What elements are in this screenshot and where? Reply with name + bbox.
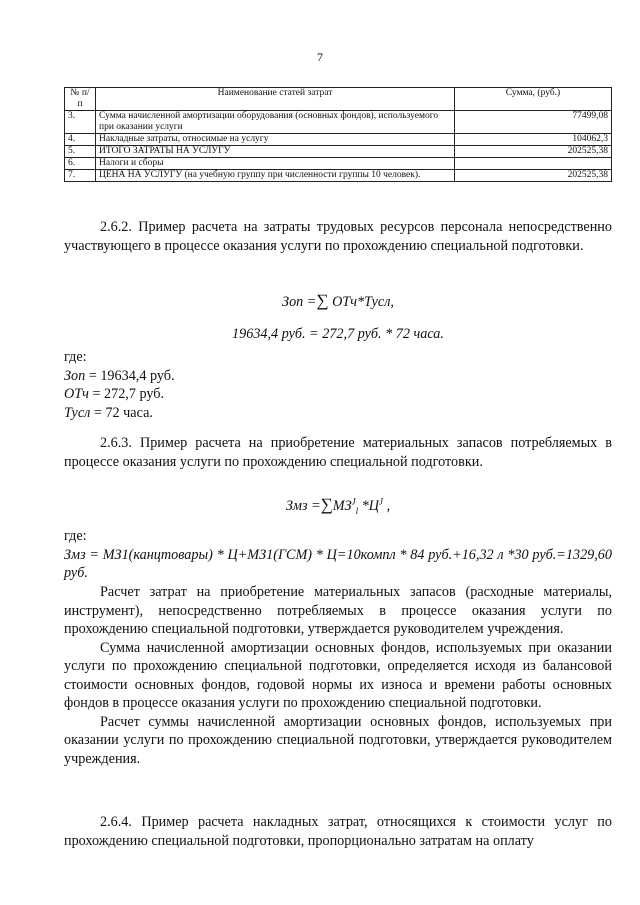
col-header-name: Наименование статей затрат: [96, 88, 455, 111]
row-name: Налоги и сборы: [96, 158, 455, 170]
table-row: [65, 146, 612, 158]
cost-table: [64, 87, 612, 182]
table-row: [65, 158, 612, 170]
paragraph: 2.6.2. Пример расчета на затраты трудовых ресурсов персонала непосредственно участвующего в процессе оказания услуги по прохождению специальной подготовки.: [64, 219, 612, 254]
where-label: где:: [64, 528, 87, 544]
formula-lhs: Змз =: [285, 498, 321, 514]
paragraph: Расчет затрат на приобретение материальных запасов (расходные материалы, инструмент), непосредственно потребляемых в процессе оказания услуги по прохождению специальной подготовки, утверждается руководителем учреждения.: [64, 584, 612, 637]
formula-lhs: Зоп =: [282, 294, 317, 310]
paragraph: Сумма начисленной амортизации основных фондов, используемых при оказании услуги по прохождению специальной подготовки, определяется исходя из балансовой стоимости основных фондов, годовой нормы их износа и времени работы основных фондов в процессе оказания услуги по прохождению специальной подготовки.: [64, 639, 612, 711]
row-sum: 104062,3: [455, 134, 612, 146]
row-name: ИТОГО ЗАТРАТЫ НА УСЛУГУ: [96, 146, 455, 158]
row-name: Сумма начисленной амортизации оборудования (основных фондов), используемого при оказании услуги: [96, 111, 455, 134]
subscript: l: [355, 505, 359, 516]
section-2-6-2-text: [64, 218, 612, 255]
page-number: 7: [317, 50, 323, 64]
table-row: [65, 134, 612, 146]
variable-value: = 19634,4 руб.: [85, 367, 175, 384]
formula-materials: [64, 495, 612, 516]
variable-line: [64, 404, 612, 423]
paragraph: 2.6.4. Пример расчета накладных затрат, относящихся к стоимости услуг по прохождению специальной подготовки, пропорционально затратам на оплату: [64, 814, 612, 849]
variable-value: = 272,7 руб.: [88, 386, 165, 402]
formula-op: *Ц: [358, 498, 380, 514]
row-number: 6.: [65, 158, 96, 170]
variable-name: Тусл: [64, 404, 91, 421]
materials-paragraphs: [64, 583, 612, 768]
where-label: где:: [64, 349, 87, 365]
table-header-row: [65, 88, 612, 111]
row-sum: 202525,38: [455, 146, 612, 158]
formula-term: МЗ: [332, 498, 352, 514]
table-row: [65, 111, 612, 134]
row-sum: 77499,08: [455, 111, 612, 134]
section-2-6-4-text: [64, 813, 612, 850]
variable-line: [64, 385, 612, 404]
calculation-line: Змз = МЗ1(канцтовары) * Ц+МЗ1(ГСМ) * Ц=10компл * 84 руб.+16,32 л *30 руб.=1329,60 руб.: [64, 546, 612, 581]
variable-name: Зоп: [64, 367, 86, 384]
col-header-sum: Сумма, (руб.): [455, 88, 612, 111]
paragraph: 2.6.3. Пример расчета на приобретение материальных запасов потребляемых в процессе оказания услуги по прохождению специальной подготовки.: [64, 435, 612, 470]
row-name: Накладные затраты, относимые на услугу: [96, 134, 455, 146]
superscript: J: [379, 496, 384, 507]
variables-list-2: [64, 527, 612, 583]
row-number: 5.: [65, 146, 96, 158]
formula-end: ,: [383, 498, 391, 514]
sum-symbol: ∑: [316, 291, 329, 310]
row-number: 3.: [65, 111, 96, 134]
row-number: 4.: [65, 134, 96, 146]
variables-list-1: [64, 348, 612, 422]
formula-labor-example: 19634,4 руб. = 272,7 руб. * 72 часа.: [232, 326, 444, 342]
superscript: J: [351, 496, 356, 507]
row-number: 7.: [65, 170, 96, 182]
col-header-number: № п/п: [65, 88, 96, 111]
variable-value: = 72 часа.: [90, 404, 153, 421]
section-2-6-3-text: [64, 434, 612, 471]
row-name: ЦЕНА НА УСЛУГУ (на учебную группу при численности группы 10 человек).: [96, 170, 455, 182]
row-sum: 202525,38: [455, 170, 612, 182]
sum-symbol: ∑: [320, 495, 333, 514]
variable-name: ОТч: [64, 386, 89, 402]
row-sum: [455, 158, 612, 170]
formula-labor-cost: [64, 291, 612, 311]
formula-rhs: ОТч*Тусл,: [328, 294, 394, 310]
variable-line: [64, 367, 612, 386]
paragraph: Расчет суммы начисленной амортизации основных фондов, используемых при оказании услуги по прохождению специальной подготовки, утверждается руководителем учреждения.: [64, 713, 612, 767]
table-row: [65, 170, 612, 182]
